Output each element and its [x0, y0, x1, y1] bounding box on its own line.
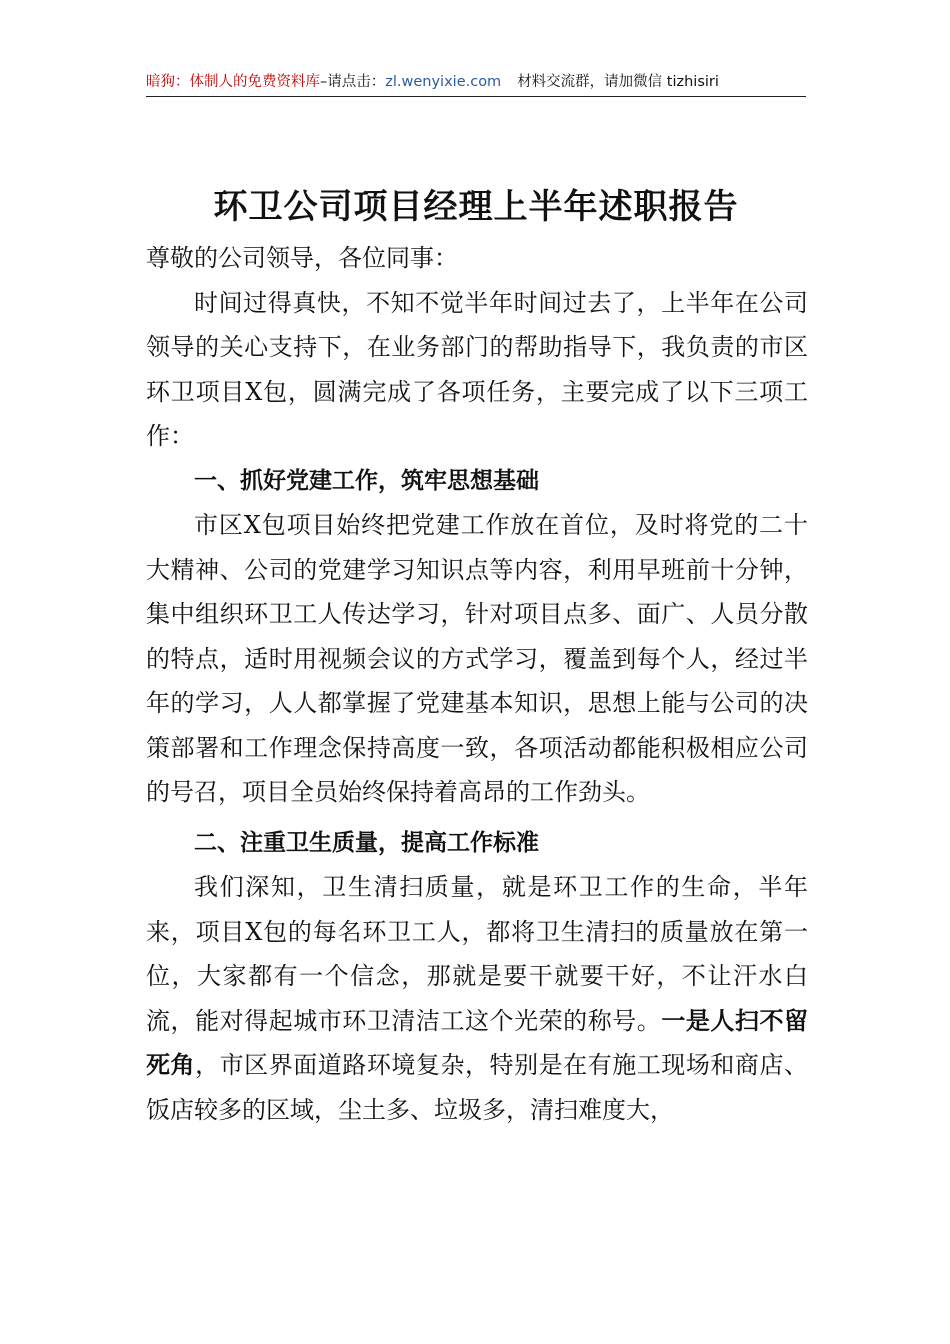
salutation: 尊敬的公司领导，各位同事： [146, 244, 458, 272]
header-prompt-text: –请点击： [320, 74, 386, 90]
section-2-point-1-label: 一是人扫不留死角 [146, 1005, 809, 1079]
header-group-text: 材料交流群，请加微信 tizhisiri [517, 74, 719, 90]
section-1-heading: 一、抓好党建工作，筑牢思想基础 [194, 467, 539, 494]
document-title: 环卫公司项目经理上半年述职报告 [213, 186, 739, 227]
header-url-link[interactable]: zl.wenyixie.com [385, 74, 502, 90]
intro-paragraph: 时间过得真快，不知不觉半年时间过去了，上半年在公司领导的关心支持下，在业务部门的帮助指导下，我负责的市区环卫项目X包，圆满完成了各项任务，主要完成了以下三项工作： [146, 288, 808, 450]
section-2-text: 我们深知，卫生清扫质量，就是环卫工作的生命，半年来，项目X包的每名环卫工人，都将卫生清扫的质量放在第一位，大家都有一个信念，那就是要干就要干好，不让汗水白流，能对得起城市环卫清洁工这个光荣的称号。 [146, 873, 808, 1035]
header-divider [146, 96, 806, 97]
section-2-heading: 二、注重卫生质量，提高工作标准 [194, 829, 539, 856]
header-brand-text: 暗狗：体制人的免费资料库 [146, 74, 320, 90]
document-body [146, 236, 808, 1132]
page-header [146, 68, 806, 96]
section-2-paragraph [146, 865, 808, 1132]
section-2-point-1-text: ，市区界面道路环境复杂，特别是在有施工现场和商店、饭店较多的区域，尘土多、垃圾多，清扫难度大， [146, 1051, 808, 1124]
section-1-paragraph: 市区X包项目始终把党建工作放在首位，及时将党的二十大精神、公司的党建学习知识点等内容，利用早班前十分钟，集中组织环卫工人传达学习，针对项目点多、面广、人员分散的特点，适时用视频会议的方式学习，覆盖到每个人，经过半年的学习，人人都掌握了党建基本知识，思想上能与公司的决策部署和工作理念保持高度一致，各项活动都能积极相应公司的号召，项目全员始终保持着高昂的工作劲头。 [146, 511, 808, 806]
